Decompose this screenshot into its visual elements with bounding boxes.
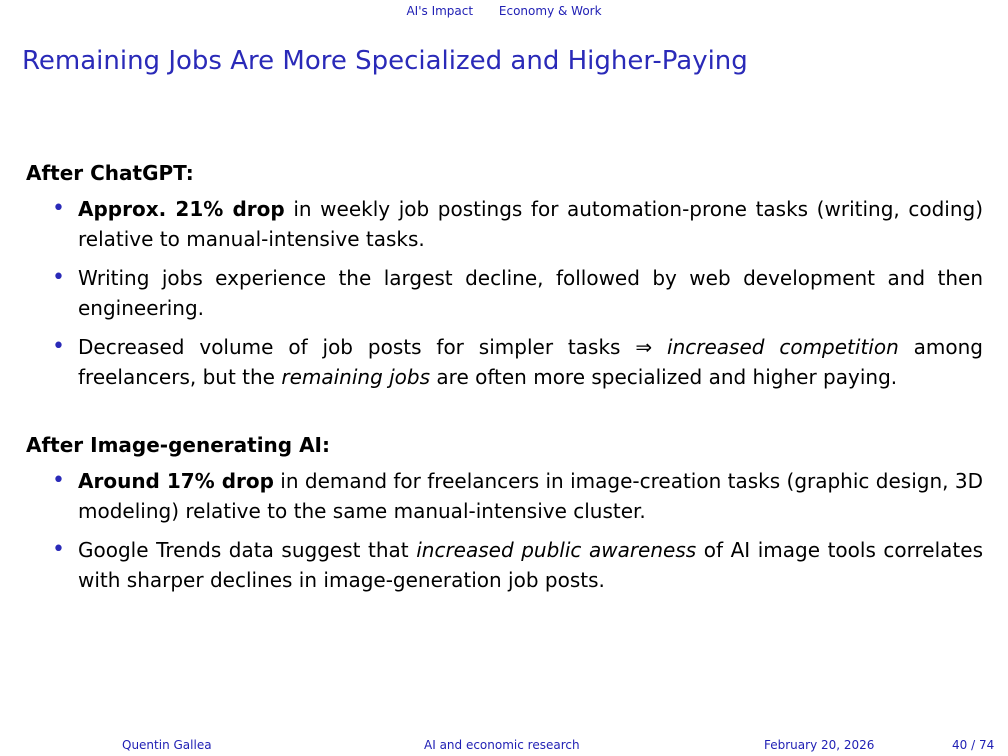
bullet-text: of AI image tools correlates with sharper declines in image-generation job posts. (78, 538, 983, 592)
bullet-text: Google Trends data suggest that (78, 538, 417, 562)
footer-talk-title: AI and economic research (424, 738, 580, 752)
bullet-text: among freelancers, but the (78, 335, 984, 389)
bullet-list-image-ai (26, 466, 983, 595)
bullet-icon: • (52, 265, 65, 290)
bullet-text: Writing jobs experience the largest decline, followed by web development and then engineering. (78, 266, 983, 320)
bullet-italic: increased competition (667, 335, 899, 359)
footer-date: February 20, 2026 (764, 738, 875, 752)
block-heading-chatgpt: After ChatGPT: (26, 161, 194, 185)
list-item (26, 466, 983, 526)
section-navigation (0, 4, 1008, 18)
bullet-emphasis: Around 17% drop (78, 469, 274, 493)
bullet-text: in weekly job postings for automation-prone tasks (writing, coding) relative to manual-intensive tasks. (78, 197, 984, 251)
slide-title: Remaining Jobs Are More Specialized and Higher-Paying (22, 46, 748, 76)
bullet-text: are often more specialized and higher paying. (430, 365, 898, 389)
bullet-icon: • (52, 537, 65, 562)
list-item (26, 332, 983, 392)
bullet-emphasis: Approx. 21% drop (78, 197, 285, 221)
nav-subsection[interactable]: Economy & Work (498, 4, 602, 18)
list-item (26, 194, 983, 254)
bullet-list-chatgpt (26, 194, 983, 392)
bullet-italic: remaining jobs (281, 365, 431, 389)
list-item (26, 263, 983, 323)
bullet-icon: • (52, 196, 65, 221)
block-heading-image-ai: After Image-generating AI: (26, 433, 330, 457)
footer-page-number: 40 / 74 (952, 738, 995, 752)
bullet-text: Decreased volume of job posts for simpler tasks ⇒ (78, 335, 668, 359)
bullet-icon: • (52, 468, 65, 493)
footer-author: Quentin Gallea (122, 738, 212, 752)
list-item (26, 535, 983, 595)
nav-section[interactable]: AI's Impact (406, 4, 474, 18)
slide-content (26, 158, 983, 633)
bullet-text: in demand for freelancers in image-creation tasks (graphic design, 3D modeling) relative to the same manual-intensive cluster. (78, 469, 983, 523)
bullet-italic: increased public awareness (416, 538, 697, 562)
bullet-icon: • (52, 334, 65, 359)
